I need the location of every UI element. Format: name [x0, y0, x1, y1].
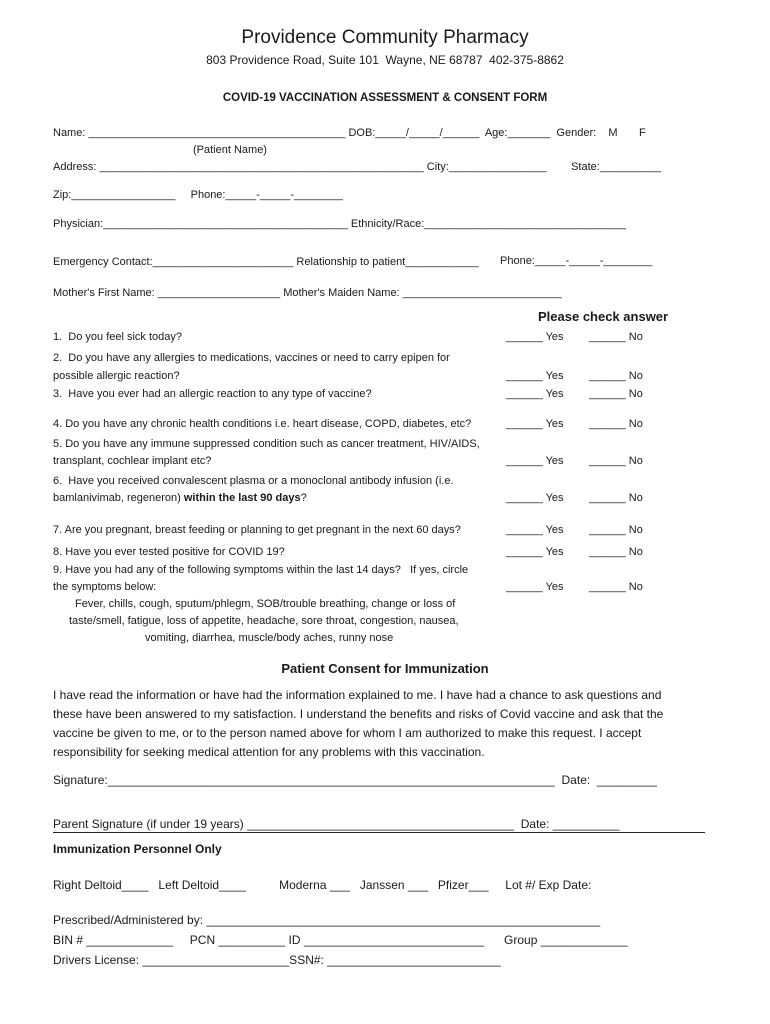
question-9-line2: the symptoms below:: [53, 581, 157, 593]
question-8: 8. Have you ever tested positive for COVID 19?: [53, 546, 285, 558]
q5-no-checkbox[interactable]: ______ No: [589, 455, 643, 467]
q1-yes-checkbox[interactable]: ______ Yes: [506, 331, 564, 343]
q9-no-checkbox[interactable]: ______ No: [589, 581, 643, 593]
q3-yes-checkbox[interactable]: ______ Yes: [506, 388, 564, 400]
symptoms-line3[interactable]: vomiting, diarrhea, muscle/body aches, runny nose: [145, 632, 394, 644]
question-4: 4. Do you have any chronic health conditions i.e. heart disease, COPD, diabetes, etc?: [53, 418, 472, 430]
signature-date-line[interactable]: Signature:___________________________________________________________________ Date: _________: [53, 773, 657, 787]
q1-no-checkbox[interactable]: ______ No: [589, 331, 643, 343]
consent-paragraph: I have read the information or have had the information explained to me. I have had a chance to ask questions and these have been answered to my satisfaction. I understand the benefits and risks of Covid vaccine and ask that the vaccine be given to me, or to the person named above for whom I am authorized to make this request. I accept responsibility for seeking medical attention for any problems with this vaccination.: [53, 688, 664, 759]
q7-yes-checkbox[interactable]: ______ Yes: [506, 524, 564, 536]
q6-end: ?: [300, 492, 307, 504]
question-5-line2: transplant, cochlear implant etc?: [53, 455, 212, 467]
q6-yes-checkbox[interactable]: ______ Yes: [506, 492, 564, 504]
q4-yes-checkbox[interactable]: ______ Yes: [506, 418, 564, 430]
q2-no-checkbox[interactable]: ______ No: [589, 370, 643, 382]
question-9-line1: 9. Have you had any of the following symptoms within the last 14 days? If yes, circle: [53, 564, 469, 576]
name-dob-age-gender-line[interactable]: Name: __________________________________________ DOB:_____/_____/______ Age:_______ Gender: M F: [53, 127, 646, 139]
symptoms-line1[interactable]: Fever, chills, cough, sputum/phlegm, SOB/trouble breathing, change or loss of: [75, 598, 456, 610]
q7-no-checkbox[interactable]: ______ No: [589, 524, 643, 536]
question-5-line1: 5. Do you have any immune suppressed condition such as cancer treatment, HIV/AIDS,: [53, 438, 480, 450]
license-ssn-line[interactable]: Drivers License: ______________________SSN#: __________________________: [53, 953, 501, 967]
parent-signature-date-line[interactable]: Parent Signature (if under 19 years) ________________________________________ Date: __________: [53, 817, 620, 831]
question-6-line1: 6. Have you received convalescent plasma or a monoclonal antibody infusion (i.e.: [53, 475, 454, 487]
please-check-answer-heading: Please check answer: [538, 309, 669, 324]
pharmacy-name: Providence Community Pharmacy: [241, 27, 529, 48]
q8-no-checkbox[interactable]: ______ No: [589, 546, 643, 558]
physician-ethnicity-line[interactable]: Physician:________________________________________ Ethnicity/Race:_________________________________: [53, 218, 627, 230]
q6-no-checkbox[interactable]: ______ No: [589, 492, 643, 504]
q6-bold-text: within the last 90 days: [183, 492, 301, 504]
q6-text: bamlanivimab, regeneron): [53, 492, 184, 504]
question-3: 3. Have you ever had an allergic reaction to any type of vaccine?: [53, 388, 372, 400]
question-1: 1. Do you feel sick today?: [53, 331, 183, 343]
zip-phone-line[interactable]: Zip:_________________ Phone:_____-_____-________: [53, 189, 343, 201]
question-2-line2: possible allergic reaction?: [53, 370, 180, 382]
q2-yes-checkbox[interactable]: ______ Yes: [506, 370, 564, 382]
q3-no-checkbox[interactable]: ______ No: [589, 388, 643, 400]
address-city-state-line[interactable]: Address: _____________________________________________________ City:________________ State:__________: [53, 161, 662, 173]
emergency-contact-line[interactable]: Emergency Contact:_______________________ Relationship to patient____________: [53, 256, 479, 268]
question-2-line1: 2. Do you have any allergies to medications, vaccines or need to carry epipen for: [53, 352, 450, 364]
patient-name-hint: (Patient Name): [193, 144, 267, 156]
consent-title: Patient Consent for Immunization: [281, 661, 489, 676]
pharmacy-address: 803 Providence Road, Suite 101 Wayne, NE 68787 402-375-8862: [206, 53, 564, 67]
symptoms-line2[interactable]: taste/smell, fatigue, loss of appetite, headache, sore throat, congestion, nausea,: [69, 615, 459, 627]
question-6-line2: [53, 492, 307, 505]
q4-no-checkbox[interactable]: ______ No: [589, 418, 643, 430]
form-title: COVID-19 VACCINATION ASSESSMENT & CONSENT FORM: [222, 92, 548, 104]
injection-site-vaccine-line[interactable]: Right Deltoid____ Left Deltoid____ Moderna ___ Janssen ___ Pfizer___ Lot #/ Exp Date:: [53, 878, 592, 892]
q9-yes-checkbox[interactable]: ______ Yes: [506, 581, 564, 593]
insurance-bin-pcn-line[interactable]: BIN # _____________ PCN __________ ID ___________________________ Group _____________: [53, 933, 628, 947]
q5-yes-checkbox[interactable]: ______ Yes: [506, 455, 564, 467]
prescribed-by-line[interactable]: Prescribed/Administered by: ___________________________________________________________: [53, 913, 601, 927]
personnel-heading: Immunization Personnel Only: [53, 842, 222, 856]
divider-line: [53, 832, 705, 833]
question-7: 7. Are you pregnant, breast feeding or planning to get pregnant in the next 60 days?: [53, 524, 461, 536]
mothers-name-line[interactable]: Mother's First Name: ____________________ Mother's Maiden Name: __________________________: [53, 287, 562, 299]
emergency-phone-field[interactable]: Phone:_____-_____-________: [500, 255, 653, 267]
q8-yes-checkbox[interactable]: ______ Yes: [506, 546, 564, 558]
